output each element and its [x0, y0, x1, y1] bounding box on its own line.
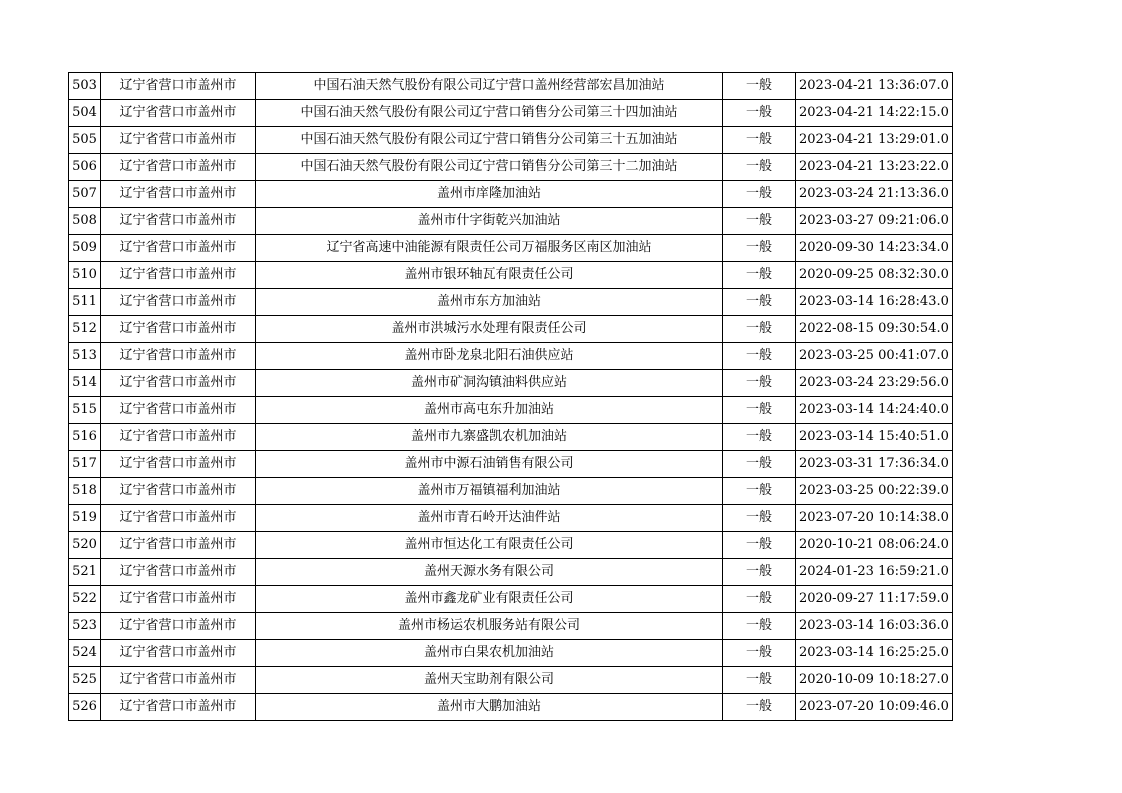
row-number: 505 [69, 127, 101, 154]
region-cell: 辽宁省营口市盖州市 [101, 154, 256, 181]
row-number: 509 [69, 235, 101, 262]
level-cell: 一般 [723, 397, 796, 424]
timestamp-cell: 2020-09-25 08:32:30.0 [796, 262, 953, 289]
region-cell: 辽宁省营口市盖州市 [101, 694, 256, 721]
table-row [69, 451, 953, 478]
region-cell: 辽宁省营口市盖州市 [101, 289, 256, 316]
timestamp-cell: 2023-03-24 21:13:36.0 [796, 181, 953, 208]
level-cell: 一般 [723, 505, 796, 532]
row-number: 525 [69, 667, 101, 694]
timestamp-cell: 2023-04-21 13:23:22.0 [796, 154, 953, 181]
level-cell: 一般 [723, 559, 796, 586]
region-cell: 辽宁省营口市盖州市 [101, 532, 256, 559]
region-cell: 辽宁省营口市盖州市 [101, 235, 256, 262]
table-row [69, 397, 953, 424]
enterprise-name-cell: 盖州天源水务有限公司 [256, 559, 723, 586]
level-cell: 一般 [723, 208, 796, 235]
level-cell: 一般 [723, 478, 796, 505]
region-cell: 辽宁省营口市盖州市 [101, 505, 256, 532]
row-number: 515 [69, 397, 101, 424]
region-cell: 辽宁省营口市盖州市 [101, 127, 256, 154]
level-cell: 一般 [723, 181, 796, 208]
region-cell: 辽宁省营口市盖州市 [101, 73, 256, 100]
level-cell: 一般 [723, 289, 796, 316]
timestamp-cell: 2023-07-20 10:14:38.0 [796, 505, 953, 532]
enterprise-name-cell: 盖州市万福镇福利加油站 [256, 478, 723, 505]
table-row [69, 667, 953, 694]
table-body [69, 73, 953, 721]
data-table [68, 72, 953, 721]
region-cell: 辽宁省营口市盖州市 [101, 208, 256, 235]
row-number: 507 [69, 181, 101, 208]
level-cell: 一般 [723, 154, 796, 181]
level-cell: 一般 [723, 424, 796, 451]
enterprise-name-cell: 盖州市杨运农机服务站有限公司 [256, 613, 723, 640]
timestamp-cell: 2022-08-15 09:30:54.0 [796, 316, 953, 343]
row-number: 513 [69, 343, 101, 370]
enterprise-name-cell: 中国石油天然气股份有限公司辽宁营口盖州经营部宏昌加油站 [256, 73, 723, 100]
row-number: 511 [69, 289, 101, 316]
table-row [69, 127, 953, 154]
enterprise-name-cell: 盖州市大鹏加油站 [256, 694, 723, 721]
enterprise-name-cell: 辽宁省高速中油能源有限责任公司万福服务区南区加油站 [256, 235, 723, 262]
enterprise-name-cell: 盖州市白果农机加油站 [256, 640, 723, 667]
table-row [69, 640, 953, 667]
enterprise-name-cell: 盖州市中源石油销售有限公司 [256, 451, 723, 478]
timestamp-cell: 2023-03-25 00:22:39.0 [796, 478, 953, 505]
table-row [69, 478, 953, 505]
table-row [69, 343, 953, 370]
level-cell: 一般 [723, 694, 796, 721]
timestamp-cell: 2020-09-30 14:23:34.0 [796, 235, 953, 262]
region-cell: 辽宁省营口市盖州市 [101, 667, 256, 694]
row-number: 516 [69, 424, 101, 451]
row-number: 526 [69, 694, 101, 721]
row-number: 506 [69, 154, 101, 181]
enterprise-name-cell: 盖州市洪城污水处理有限责任公司 [256, 316, 723, 343]
timestamp-cell: 2023-03-14 16:03:36.0 [796, 613, 953, 640]
table-row [69, 370, 953, 397]
row-number: 514 [69, 370, 101, 397]
timestamp-cell: 2023-03-27 09:21:06.0 [796, 208, 953, 235]
level-cell: 一般 [723, 451, 796, 478]
region-cell: 辽宁省营口市盖州市 [101, 424, 256, 451]
enterprise-name-cell: 盖州市鑫龙矿业有限责任公司 [256, 586, 723, 613]
region-cell: 辽宁省营口市盖州市 [101, 586, 256, 613]
timestamp-cell: 2023-04-21 13:29:01.0 [796, 127, 953, 154]
table-row [69, 73, 953, 100]
timestamp-cell: 2023-03-14 16:25:25.0 [796, 640, 953, 667]
table-row [69, 694, 953, 721]
enterprise-name-cell: 中国石油天然气股份有限公司辽宁营口销售分公司第三十五加油站 [256, 127, 723, 154]
region-cell: 辽宁省营口市盖州市 [101, 451, 256, 478]
table-row [69, 424, 953, 451]
row-number: 508 [69, 208, 101, 235]
timestamp-cell: 2023-04-21 14:22:15.0 [796, 100, 953, 127]
table-row [69, 532, 953, 559]
level-cell: 一般 [723, 73, 796, 100]
enterprise-name-cell: 中国石油天然气股份有限公司辽宁营口销售分公司第三十二加油站 [256, 154, 723, 181]
region-cell: 辽宁省营口市盖州市 [101, 397, 256, 424]
table-row [69, 316, 953, 343]
timestamp-cell: 2023-03-25 00:41:07.0 [796, 343, 953, 370]
row-number: 523 [69, 613, 101, 640]
region-cell: 辽宁省营口市盖州市 [101, 262, 256, 289]
timestamp-cell: 2020-10-21 08:06:24.0 [796, 532, 953, 559]
level-cell: 一般 [723, 586, 796, 613]
region-cell: 辽宁省营口市盖州市 [101, 181, 256, 208]
row-number: 504 [69, 100, 101, 127]
enterprise-name-cell: 盖州天宝助剂有限公司 [256, 667, 723, 694]
timestamp-cell: 2020-09-27 11:17:59.0 [796, 586, 953, 613]
table-row [69, 586, 953, 613]
timestamp-cell: 2023-03-24 23:29:56.0 [796, 370, 953, 397]
row-number: 510 [69, 262, 101, 289]
level-cell: 一般 [723, 235, 796, 262]
enterprise-name-cell: 盖州市卧龙泉北阳石油供应站 [256, 343, 723, 370]
region-cell: 辽宁省营口市盖州市 [101, 370, 256, 397]
row-number: 524 [69, 640, 101, 667]
region-cell: 辽宁省营口市盖州市 [101, 343, 256, 370]
table-row [69, 100, 953, 127]
table-row [69, 613, 953, 640]
table-row [69, 559, 953, 586]
table-row [69, 154, 953, 181]
timestamp-cell: 2023-03-14 16:28:43.0 [796, 289, 953, 316]
row-number: 522 [69, 586, 101, 613]
timestamp-cell: 2020-10-09 10:18:27.0 [796, 667, 953, 694]
timestamp-cell: 2023-03-14 14:24:40.0 [796, 397, 953, 424]
table-row [69, 262, 953, 289]
level-cell: 一般 [723, 262, 796, 289]
region-cell: 辽宁省营口市盖州市 [101, 316, 256, 343]
level-cell: 一般 [723, 370, 796, 397]
table-row [69, 289, 953, 316]
level-cell: 一般 [723, 127, 796, 154]
row-number: 512 [69, 316, 101, 343]
timestamp-cell: 2023-03-14 15:40:51.0 [796, 424, 953, 451]
region-cell: 辽宁省营口市盖州市 [101, 478, 256, 505]
enterprise-name-cell: 盖州市九寨盛凯农机加油站 [256, 424, 723, 451]
table-row [69, 208, 953, 235]
level-cell: 一般 [723, 640, 796, 667]
row-number: 519 [69, 505, 101, 532]
enterprise-name-cell: 中国石油天然气股份有限公司辽宁营口销售分公司第三十四加油站 [256, 100, 723, 127]
timestamp-cell: 2023-03-31 17:36:34.0 [796, 451, 953, 478]
enterprise-name-cell: 盖州市矿洞沟镇油料供应站 [256, 370, 723, 397]
timestamp-cell: 2023-07-20 10:09:46.0 [796, 694, 953, 721]
level-cell: 一般 [723, 100, 796, 127]
level-cell: 一般 [723, 316, 796, 343]
timestamp-cell: 2024-01-23 16:59:21.0 [796, 559, 953, 586]
row-number: 517 [69, 451, 101, 478]
table-row [69, 235, 953, 262]
level-cell: 一般 [723, 613, 796, 640]
region-cell: 辽宁省营口市盖州市 [101, 100, 256, 127]
enterprise-name-cell: 盖州市青石岭开达油件站 [256, 505, 723, 532]
row-number: 520 [69, 532, 101, 559]
enterprise-name-cell: 盖州市什字街乾兴加油站 [256, 208, 723, 235]
timestamp-cell: 2023-04-21 13:36:07.0 [796, 73, 953, 100]
level-cell: 一般 [723, 532, 796, 559]
enterprise-name-cell: 盖州市高屯东升加油站 [256, 397, 723, 424]
row-number: 503 [69, 73, 101, 100]
region-cell: 辽宁省营口市盖州市 [101, 640, 256, 667]
table-row [69, 505, 953, 532]
region-cell: 辽宁省营口市盖州市 [101, 559, 256, 586]
row-number: 518 [69, 478, 101, 505]
enterprise-name-cell: 盖州市东方加油站 [256, 289, 723, 316]
region-cell: 辽宁省营口市盖州市 [101, 613, 256, 640]
level-cell: 一般 [723, 343, 796, 370]
row-number: 521 [69, 559, 101, 586]
enterprise-name-cell: 盖州市银环轴瓦有限责任公司 [256, 262, 723, 289]
enterprise-name-cell: 盖州市恒达化工有限责任公司 [256, 532, 723, 559]
level-cell: 一般 [723, 667, 796, 694]
enterprise-name-cell: 盖州市庠隆加油站 [256, 181, 723, 208]
table-row [69, 181, 953, 208]
